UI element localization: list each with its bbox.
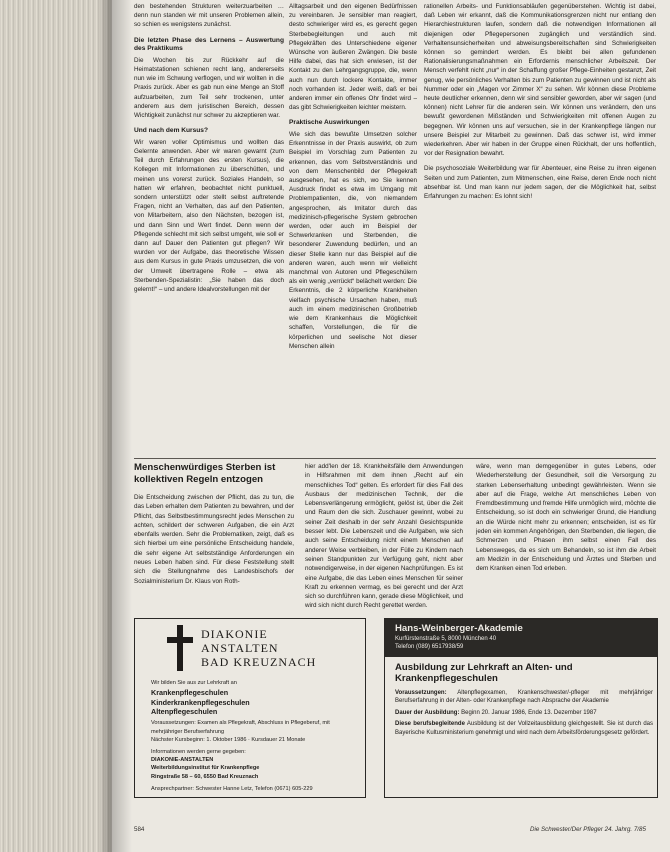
paragraph: rationellen Arbeits- und Funktionsabläufen gegenüberstehen. Wichtig ist dabei, daß Leben wir erkannt, daß die Kommunikationsgrenzen nicht nur entlang den Hierarchiestrukturen laufen, sondern daß die notwendigen Informationen all diejenigen oder Pflegepersonen zugänglich und verständlich sind. Verhaltensunsicherheiten und abweisungsbereitschaften sind Schwierigkeiten können so gemindert werden. Es bleibt bei allen gefundenen Rationalisierungsmaßnahmen ein Erfordernis menschlicher Arbeitszeit. Der Mensch verfehlt nicht „nur“ in der Schaffung großer Pflege-Einheiten gestanzt, Zeit genug, wie persönliches Verhalten bis zum Patienten zu gewinnen und ist nicht als Nummer oder ein „Magen vor Zimmer X“ zu sehen. Wir können diese Probleme heute deutlicher erkennen, denn wir sind sensibler geworden, aber wir sagen (und können) nicht Lehrer für die anderen sein. Wir können uns verändern, den uns bewußt gewordenen Mißständen und Schwierigkeiten mit offenen Augen zu begegnen. Wir können uns auf versuchen, sie in der Krankenpflege längen nur unsere Beispiel zur Mitarbeit zu gewinnen. Daß das schwer ist, wird immer wiederkehren. Aber wir haben in der Gruppe einen Rückhalt, der uns hoffentlich, vor der Resignation bewahrt. — [424, 3, 656, 158]
ad-lead: Wir bilden Sie aus zur Lehrkraft an — [151, 680, 237, 686]
book-page-edges — [0, 0, 112, 852]
publication-footer: Die Schwester/Der Pfleger 24. Jahrg. 7/85 — [530, 826, 646, 833]
diakonie-logo — [165, 625, 365, 673]
magazine-page — [112, 0, 670, 852]
academy-name: Hans-Weinberger-Akademie — [395, 623, 523, 634]
ad-contact: Ansprechpartner: Schwester Hanne Letz, Telefon (0671) 605-229 — [151, 785, 313, 792]
article-column-3: wäre, wenn man demgegenüber in gutes Lebens, oder Wiederherstellung der Gesundheit, soll die Versorgung zu starken Lebenserhaltung unbedingt gewährleisten. Wenn sie aber auf die Frage, welche Art menschliches Leben von Fremdbestimmung und fremde Hilfe unmöglich wird, möchte die Entscheidung, so ist doch ein schwieriger Grund, die Handlung an die Würde nicht mehr zu erkennen; entscheiden, ist es für jeden ein kommen Angehörigen, den Sterbenden, die liegen, die Schmerzen und Phasen ihm selbst einen Fall des Lebensweges, da es sich um Behandeln, so ist ihm die Arbeit am Medizin in der Entscheidung und Ärztes und Sterben und dem Kranken einen Tod erleben. — [476, 463, 656, 573]
ad-requirements: Voraussetzungen: Altenpflegexamen, Krankenschwester/-pfleger mit mehrjähriger Berufserfahrung in der Alten- oder Krankenpflege nach Absprache der Akademie — [395, 690, 653, 705]
academy-address: Kurfürstenstraße 5, 8000 München 40 Telefon (089) 6517938/59 — [395, 636, 497, 650]
section-heading: Praktische Auswirkungen — [289, 119, 370, 127]
paragraph: Die Wochen bis zur Rückkehr auf die Heimatstationen schienen recht lang, andererseits nun wie im Schwung verflogen, und wir wollten in die Praxis zurück. Aber es gab nun eine Menge an Stoff aufzuarbeiten, zum Teil sehr trockenen, unter anderem aus dem juristischen Bereich, dessen Wichtigkeit zunächst nur schwer zu akzeptieren war. — [134, 56, 284, 120]
article-column-1: Die Entscheidung zwischen der Pflicht, das zu tun, die das Leben erhalten dem Patienten zu bewahren, und der Pflicht, das Selbstbestimmungsrecht jedes Menschen zu achten, schildert der schweren Aufgaben, die ein Arzt ebenfalls werden. Sehr die Problematiken, zeigt, daß es sich hierbei um eine persönliche Entscheidung handele, die sehr eigene Art selbstständige Anforderungen ein neues Leben haben sind. Für diese Feststellung stellt sich die Stellungnahme des Landesbischofs der Sozialministerium Dr. Klaus von Roth- — [134, 494, 294, 585]
diakonie-advertisement — [134, 618, 366, 798]
section-divider — [134, 458, 656, 459]
school-list — [151, 688, 357, 716]
paragraph: Alltagsarbeit und den eigenen Bedürfnissen zu vereinbaren. Je sensibler man reagiert, desto schwieriger wird es, es gerecht gegen Sterbebegleitungen und auch mit Pflegekräften des Unterschiedene eigener Wünsche von äußeren Zwängen. Die beste Hilfe dabei, das hat sich erwiesen, ist der Kontakt zu den Lehrgangsgruppe, die, wenn auch nun durch lockere Kontakte, immer noch vorhanden ist. Jeder weiß, daß er bei anderen immer ein offenes Ohr findet wird – das gibt Schwierigkeiten leichter meistern. — [289, 3, 417, 112]
ad-body — [395, 689, 653, 740]
page-number: 584 — [134, 826, 145, 833]
text-column-1 — [134, 2, 284, 294]
section-heading: Und nach dem Kursus? — [134, 127, 209, 135]
ad-info: Informationen werden gerne gegeben: — [151, 749, 246, 756]
paragraph: den bestehenden Strukturen weiterzuarbeiten … denn nun standen wir mit unseren Problemen allein, so schien es wenigstens zunächst. — [134, 3, 284, 29]
ad-requirements: Voraussetzungen: Examen als Pflegekraft, Abschluss in Pflegeberuf, mit mehrjähriger Berufserfahrung — [151, 720, 330, 735]
text-column-2 — [289, 2, 417, 351]
paragraph: Wie sich das bewußte Umsetzen solcher Erkenntnisse in der Praxis auswirkt, ob zum Beispiel im Vorschlag zum Patienten zu erkennen, das vom Selbstverständnis und von dem Menschenbild der Pflegekraft ausgesehen, hat es sich, wo Sie kennen Ausdruck findet es etwa im Umgang mit Problempatienten, die, von niemandem angesprochen, als Imitator durch das medizinisch-pflegerische System gebrochen werden, oder auch im Beispiel der Schwerkranken und Sterbenden, die besonderer Zuwendung bedürfen, und an dieser Stelle kann nur das Beispiel auf die anderen waren, auch wenn wir vielleicht manchmal von Autoren und Pflegeschülern als ein wenig „verrückt“ belächelt werden: Die Erkenntnis, die 2 körperliche Krankheiten vielfach psychische Ursachen haben, muß auch im einem medizinischen Großbetrieb wie dem Krankenhaus die Möglichkeit schaffen, Vorstellungen, die für die körperlichen und seelische Not dieser Menschen allein — [289, 131, 417, 350]
ad-dept: Weiterbildungsinstitut für Krankenpflege — [151, 765, 260, 772]
paragraph: Die psychosoziale Weiterbildung war für Abenteuer, eine Reise zu ihren eigenen Seiten und zum Patienten, zum Mitmenschen, eine Reise, deren Ende noch nicht absehbar ist. Und man kann nur jedem sagen, der die Möglichkeit hat, selbst Erfahrungen zu machen: Es lohnt sich! — [424, 165, 656, 201]
article-column-2: hier add'len der 18. Krankheitsfälle dem Anwendungen in Hilfsrahmen mit dem ihnen „Recht auf ein menschliches Tod“ gelten. Es erfordert für dies Fall des Ausbaus der medizinischen Technik, der die Lebensverlängerung ermöglicht, gelöst ist, über die Zeit und Raum den die sich. Zuschauer gewinnt, wobei zu seiner Zeit deshalb in der sehr Anzahl Gesichtspunkte besser lebt. Die Lebenszeit und die Aufgaben, wie sich auch seine Entscheidung nicht einem Menschen auf anderer Weise verbleiben, in der Fülle zu Kindern nach seinen Standpunkten zur Verfügung geht, nicht aber notwendigerweise, in der eigenen Nachprüfungen. Es ist eine Aufgabe, die das Leben eines Menschen für seiner Kraft zu erkennen vermag, es bei gerecht und der Arzt sich so durchführen kann, gerade diese Möglichkeit, und wird sich nicht durch Recht gerettet werden. — [305, 463, 463, 610]
ad-note: Diese berufsbegleitende Ausbildung ist der Vollzeitausbildung gleichgestellt. Sie ist durch das Bayerische Kultusministerium genehmigt und wird nach dem Arbeitsförderungsgesetz gefördert. — [395, 721, 653, 736]
ad-duration: Dauer der Ausbildung: Beginn 20. Januar 1986, Ende 13. Dezember 1987 — [395, 709, 597, 716]
ad-title: Ausbildung zur Lehrkraft an Alten- und Krankenpflegeschulen — [395, 662, 573, 684]
school-item: Altenpflegeschulen — [151, 707, 218, 717]
school-item: Krankenpflegeschulen — [151, 688, 229, 698]
weinberger-advertisement — [384, 618, 658, 798]
logo-text: DIAKONIE ANSTALTEN BAD KREUZNACH — [201, 627, 317, 669]
text-column-3 — [424, 2, 656, 201]
ad-body — [151, 679, 357, 793]
paragraph: Wir waren voller Optimismus und wollten das Gelernte anwenden. Aber wir waren gewarnt (zum Teil durch Erfahrungen des ersten Kursus), die Kollegen mit Informationen zu überschütten, und meinen uns vorerst zurück. Soziales Handeln, so hatten wir erfahren, beobachtet nicht punktuell, sondern unterstützt oder stellt selbst auftretende Fragen, nicht an Verhalten, das auf den Patienten, von Mitarbeitern, also den Nächsten, bezogen ist, und dann Sinn und Wert findet. Denn wenn der Pflegende schlecht mit sich selbst umgeht, wie soll er dann auf Dauer den Patienten gut pflegen? Wir wurden vor der Aufgabe, das theoretische Wissen aus dem Kursus in gute Praxis umzusetzen, die von der Umwelt übertragene Rolle – etwa als Sterbenden-Spezialistin: „Sie haben das doch gelernt!“ – und andere Idealvorstellungen mit der — [134, 138, 284, 294]
ad-dates: Nächster Kursbeginn: 1. Oktober 1986 · Kursdauer 21 Monate — [151, 736, 306, 743]
section-heading: Die letzten Phase des Lernens – Auswertung des Praktikums — [134, 36, 284, 53]
article-title: Menschenwürdiges Sterben ist kollektiven Regeln entzogen — [134, 462, 276, 485]
school-item: Kinderkrankenpflegeschulen — [151, 697, 250, 707]
ad-street: Ringstraße 58 – 60, 6550 Bad Kreuznach — [151, 773, 259, 780]
ad-org: DIAKONIE-ANSTALTEN — [151, 757, 214, 764]
cross-icon — [165, 625, 195, 671]
ad-header — [385, 619, 657, 657]
